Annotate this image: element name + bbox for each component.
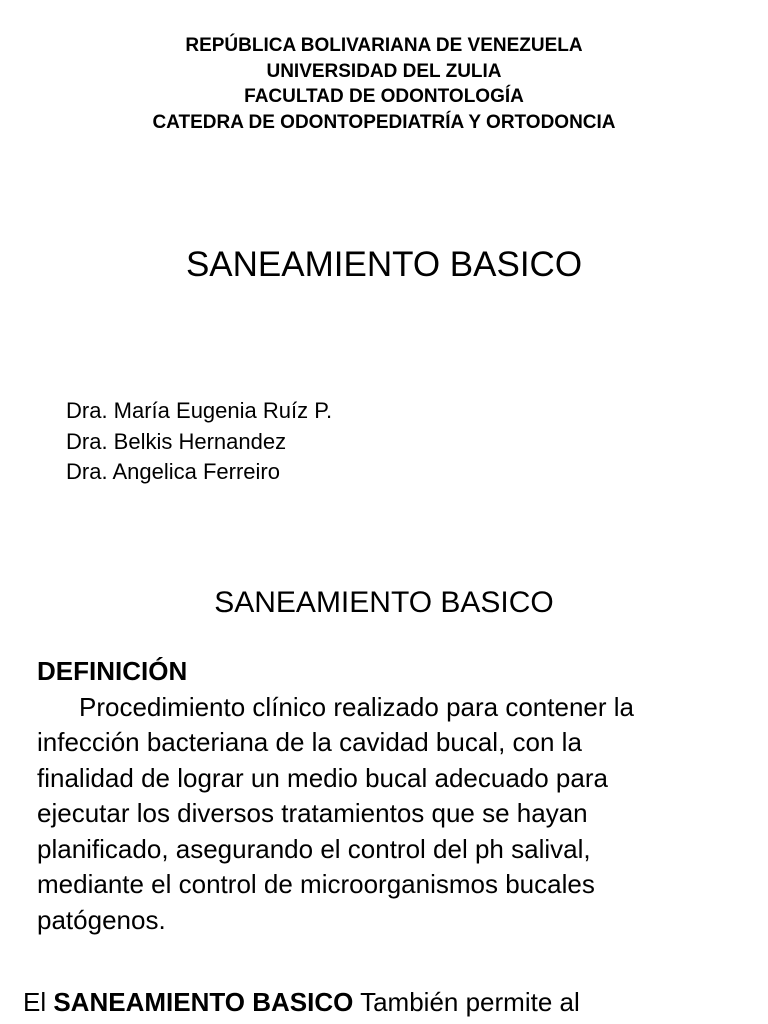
definition-heading: DEFINICIÓN xyxy=(37,656,188,686)
definition-line: infección bacteriana de la cavidad bucal, con la xyxy=(37,727,582,757)
author-name: Dra. Belkis Hernandez xyxy=(66,428,287,454)
definition-line: ejecutar los diversos tratamientos que se hayan xyxy=(37,798,588,828)
section-title: SANEAMIENTO BASICO xyxy=(214,586,554,619)
continuation-paragraph xyxy=(23,985,580,1020)
author-list xyxy=(66,396,332,488)
author-name: Dra. María Eugenia Ruíz P. xyxy=(66,398,333,423)
header-line-department: CATEDRA DE ODONTOPEDIATRÍA Y ORTODONCIA xyxy=(152,111,616,133)
definition-line: Procedimiento clínico realizado para contener la xyxy=(79,691,634,722)
continuation-prefix: El xyxy=(23,987,54,1017)
header-line-republic: REPÚBLICA BOLIVARIANA DE VENEZUELA xyxy=(185,35,583,56)
header-line-faculty: FACULTAD DE ODONTOLOGÍA xyxy=(244,86,524,107)
document-title: SANEAMIENTO BASICO xyxy=(185,245,583,284)
header-line-university: UNIVERSIDAD DEL ZULIA xyxy=(266,60,502,82)
continuation-bold-term: SANEAMIENTO BASICO xyxy=(53,987,354,1017)
continuation-suffix: También permite al xyxy=(353,987,580,1017)
definition-line: finalidad de lograr un medio bucal adecuado para xyxy=(37,762,608,793)
definition-line: patógenos. xyxy=(37,904,166,935)
definition-line: planificado, asegurando el control del ph salival, xyxy=(37,833,591,864)
author-name: Dra. Angelica Ferreiro xyxy=(66,459,280,484)
definition-line: mediante el control de microorganismos bucales xyxy=(37,869,595,899)
institution-header xyxy=(0,33,768,135)
definition-block xyxy=(37,654,737,938)
